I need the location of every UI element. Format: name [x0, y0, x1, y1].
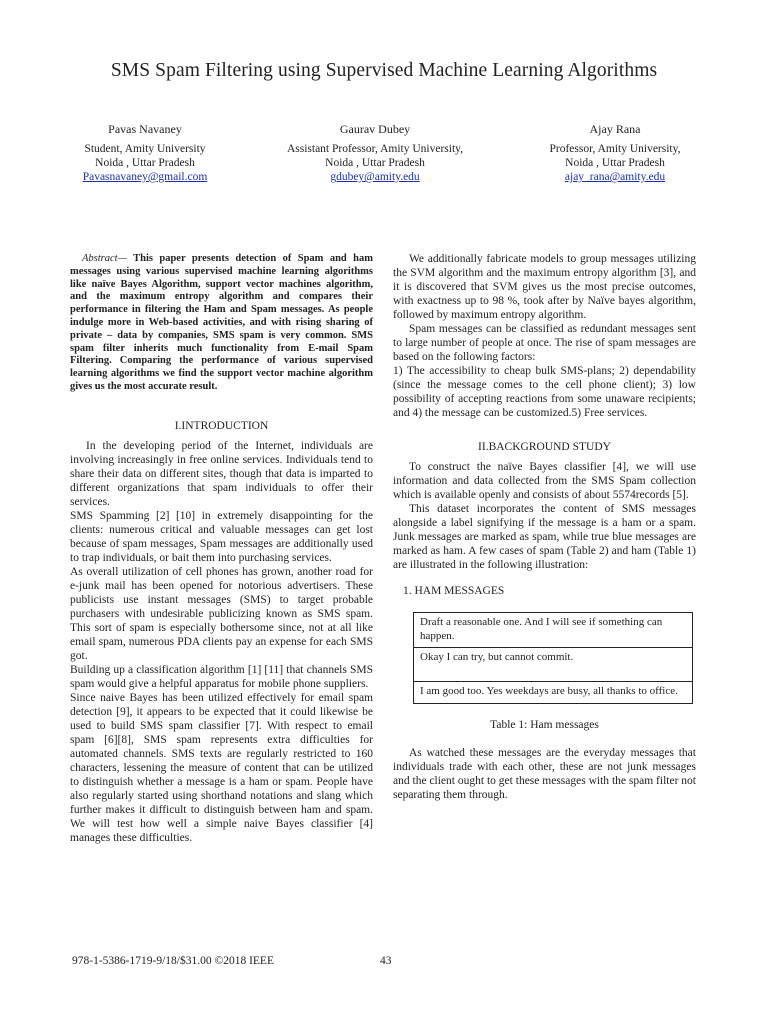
- body-paragraph: As watched these messages are the everyday messages that individuals trade with each other, these are not junk messages and the client ought to get these messages with the spam filter not separating them through.: [393, 746, 696, 801]
- table-row: [414, 648, 693, 682]
- left-column: [70, 253, 373, 845]
- intro-paragraph: Since naive Bayes has been utilized effectively for email spam detection [9], it appears to be expected that it could likewise be used to build SMS spam classifier [7]. With respect to email spam [6][8], SMS spam represents extra difficulties for automated channels. SMS texts are regularly restricted to 160 characters, lessening the measure of content that can be utilized to distinguish whether a message is a ham or spam. People have also regularly started using shorthand notations and slang which further makes it difficult to distinguish between ham and spam. We will test how well a simple naive Bayes classifier [4] manages these difficulties.: [70, 691, 373, 844]
- table-row: [414, 613, 693, 648]
- body-paragraph: To construct the naïve Bayes classifier [4], we will use information and data collected from the SMS Spam collection which is available openly and consists of about 5574records [5].: [393, 461, 696, 501]
- abstract-lead: Abstract—: [82, 253, 127, 264]
- right-column: [393, 252, 696, 802]
- author-location: Noida , Uttar Pradesh: [95, 157, 195, 169]
- table-caption: Table 1: Ham messages: [490, 718, 599, 731]
- subsection-heading-ham: 1. HAM MESSAGES: [403, 585, 505, 597]
- author-name: Gaurav Dubey: [339, 122, 411, 136]
- author-name: Pavas Navaney: [108, 122, 182, 136]
- table-row: [414, 682, 693, 704]
- author-email[interactable]: Pavasnavaney@gmail.com: [82, 171, 208, 183]
- author-email[interactable]: gdubey@amity.edu: [330, 171, 420, 183]
- author-affiliation: Assistant Professor, Amity University,: [286, 143, 464, 155]
- author-1: [60, 122, 230, 184]
- author-affiliation: Professor, Amity University,: [549, 143, 681, 155]
- body-paragraph: 1) The accessibility to cheap bulk SMS-plans; 2) dependability (since the message comes to the cell phone client); 3) low possibility of accepting reactions from some unaware recipients; and 4) the message can be customized.5) Free services.: [393, 365, 696, 419]
- author-2: [270, 122, 480, 184]
- footer-copyright: 978-1-5386-1719-9/18/$31.00 ©2018 IEEE: [72, 955, 274, 967]
- intro-paragraph: Building up a classification algorithm [1] [11] that channels SMS spam would give a helpful apparatus for mobile phone suppliers.: [70, 663, 373, 690]
- abstract: [70, 253, 373, 394]
- author-location: Noida , Uttar Pradesh: [325, 157, 425, 169]
- table-cell: Okay I can try, but cannot commit.: [414, 648, 693, 682]
- table-cell: I am good too. Yes weekdays are busy, all thanks to office.: [414, 682, 693, 704]
- page-number: 43: [380, 955, 392, 967]
- section-heading-introduction: I.INTRODUCTION: [174, 419, 269, 432]
- author-affiliation: Student, Amity University: [84, 143, 206, 155]
- intro-paragraph: As overall utilization of cell phones has grown, another road for e-junk mail has been opened for notorious advertisers. These publicists use instant messages (SMS) to target probable purchasers with undesirable publicizing known as SMS spam. This sort of spam is especially bothersome since, not at all like email spam, numerous PDA clients pay an expense for each SMS got.: [70, 565, 373, 662]
- body-paragraph: We additionally fabricate models to group messages utilizing the SVM algorithm and the maximum entropy algorithm [3], and it is discovered that SVM gives us the most precise outcomes, with exactness up to 98 %, took after by Naïve bayes algorithm, followed by maximum entropy algorithm.: [393, 253, 696, 321]
- abstract-text: This paper presents detection of Spam and ham messages using various supervised machine learning algorithms like naïve Bayes Algorithm, support vector machines algorithm, and the maximum entropy algorithm and compares their performance in filtering the Ham and Spam messages. As people indulge more in Web-based activities, and with rising sharing of private – data by companies, SMS spam is very common. SMS spam filter inherits much functionality from E-mail Spam Filtering. Comparing the performance of various supervised learning algorithms we find the support vector machine algorithm gives us the most accurate result.: [70, 253, 373, 392]
- section-heading-background: II.BACKGROUND STUDY: [478, 441, 611, 453]
- author-3: [520, 122, 710, 184]
- author-name: Ajay Rana: [589, 122, 641, 136]
- author-email[interactable]: ajay_rana@amity.edu: [564, 171, 666, 183]
- body-paragraph: Spam messages can be classified as redundant messages sent to large number of people at once. The rise of spam messages are based on the following factors:: [393, 323, 696, 363]
- intro-paragraph: In the developing period of the Internet, individuals are involving increasingly in free online services. Individuals tend to share their data on different sites, though that data is imparted to different organizations that spam individuals to offer their services.: [70, 439, 373, 508]
- author-location: Noida , Uttar Pradesh: [565, 157, 665, 169]
- intro-paragraph: SMS Spamming [2] [10] in extremely disappointing for the clients: numerous critical and valuable messages can get lost because of spam messages, Spam messages are additionally used to trap individuals, or bait them into purchasing services.: [70, 509, 373, 564]
- table-cell: Draft a reasonable one. And I will see if something can happen.: [414, 613, 693, 648]
- paper-title: SMS Spam Filtering using Supervised Machine Learning Algorithms: [110, 60, 658, 81]
- ham-messages-table: [413, 612, 693, 704]
- body-paragraph: This dataset incorporates the content of SMS messages alongside a label signifying if the message is a ham or a spam. Junk messages are marked as spam, while true blue messages are marked as ham. A few cases of spam (Table 2) and ham (Table 1) are illustrated in the following illustration:: [393, 503, 696, 571]
